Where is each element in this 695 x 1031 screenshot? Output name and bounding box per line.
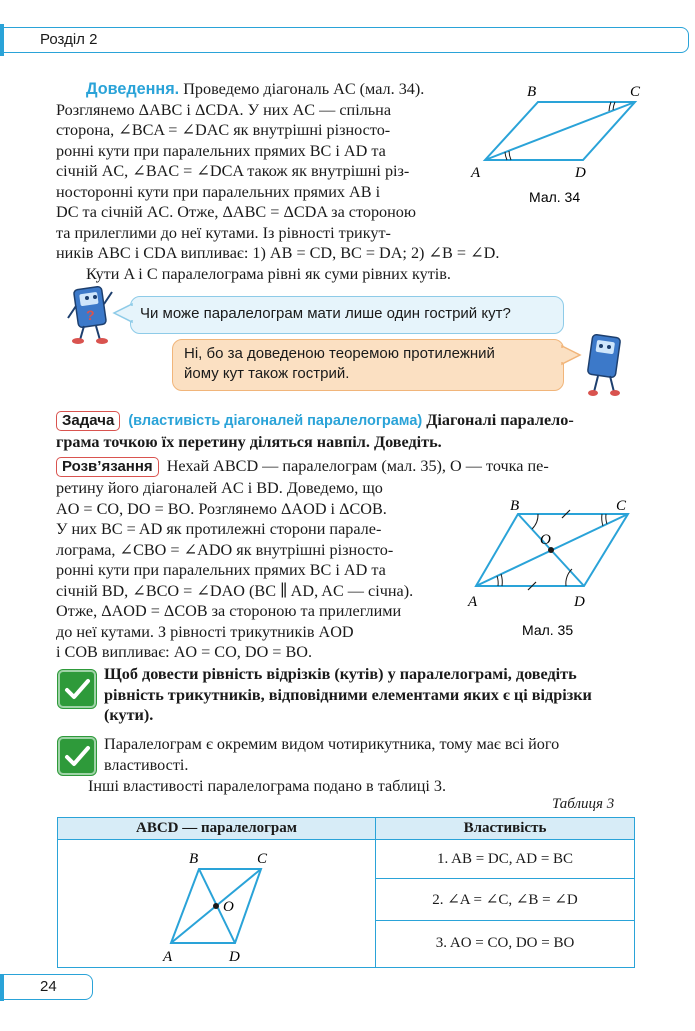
task-subtitle: (властивість діагоналей паралелограма) — [128, 413, 423, 429]
table-label-a: A — [163, 949, 173, 965]
caption-34: Мал. 34 — [529, 189, 581, 205]
diagonal-ac-34 — [485, 102, 635, 160]
table-header-1: ABCD — паралелограм — [58, 818, 376, 840]
proof-label: Доведення. — [86, 80, 180, 98]
section-title: Розділ 2 — [40, 31, 98, 48]
table-figure — [59, 841, 374, 966]
robot-answer-icon — [580, 332, 628, 398]
table-label-c: C — [257, 851, 268, 867]
table-caption: Таблиця 3 — [552, 796, 615, 812]
note-2: Паралелограм є окремим видом чотирикутника, тому має всі його властивості. — [104, 735, 560, 774]
label-d-35: D — [574, 594, 585, 610]
table-row-1: 1. AB = DC, AD = BC — [376, 840, 635, 879]
footer-bar — [0, 974, 100, 1000]
table-row-3: 3. AO = CO, DO = BO — [376, 920, 635, 968]
dialog-question-text: Чи може паралелограм мати лише один гострий кут? — [140, 305, 511, 322]
label-d-34: D — [575, 165, 586, 181]
label-c-34: C — [630, 84, 641, 100]
checkmark-icon — [58, 670, 96, 708]
table-label-o: O — [223, 899, 234, 915]
figure-35 — [462, 496, 642, 646]
label-o-35: O — [540, 532, 551, 548]
label-c-35: C — [616, 498, 627, 514]
bubble-tail-right — [560, 344, 582, 366]
note-2-table-ref: Інші властивості паралелограма подано в таблиці 3. — [88, 777, 447, 795]
dialog-answer-text: Ні, бо за доведеною теоремою протилежний йому кут також гострий. — [184, 345, 495, 382]
table-label-b: B — [189, 851, 199, 867]
solution-paragraph: ретину його діагоналей AC і BD. Доведемо, що AO = CO, DO = BO. Розглянемо ΔAOD і ΔCOB. У них BC = AD як протилежні сторони парале- лограма, ∠CBO = ∠ADO як внутрішні різносто- ронні кути при паралельних прямих BC і AD та січній BD, ∠BCO = ∠DAO (BC ∥ AD, AC — січна). Отже, ΔAOD = ΔCOB за стороною та прилеглими до неї кутами. З рівності трикутників AOD і COB випливає: AO = CO, DO = BO. — [56, 479, 414, 661]
caption-35: Мал. 35 — [522, 622, 574, 638]
proof-paragraph: Доведення. Проведемо діагональ AC (мал. 34). Розглянемо ΔABC і ΔCDA. У них AC — спільна сторона, ∠BCA = ∠DAC як внутрішні різносто- ронні кути при паралельних прямих BC і AD та січній AC, ∠BAC = ∠DCA також як внутрішні різ- носторонні кути при паралельних прямих AB і DC та січній AC. Отже, ΔABC = ΔCDA за стороною та прилеглими до неї кутами. Із рівності трикут- — [56, 80, 425, 242]
label-a-34: A — [471, 165, 481, 181]
task-block: Задача (властивість діагоналей паралелограма) Діагоналі паралело- грама точкою їх перетину діляться навпіл. Доведіть. — [56, 411, 574, 451]
figure-34 — [465, 82, 650, 212]
checkmark-icon — [58, 737, 96, 775]
table-label-d: D — [229, 949, 240, 965]
header-bar — [0, 24, 695, 56]
task-label: Задача — [56, 411, 120, 431]
table-row-2: 2. ∠A = ∠C, ∠B = ∠D — [376, 879, 635, 920]
svg-text:?: ? — [86, 307, 95, 323]
note-1: Щоб довести рівність відрізків (кутів) у паралелограмі, доведіть рівність трикутників, відповідними елементами яких є ці відрізки (кути). — [104, 665, 592, 724]
proof-conclusion: Кути A і C паралелограма рівні як суми рівних кутів. — [86, 265, 451, 283]
proof-line-9: ників ABC і CDA випливає: 1) AB = CD, BC = DA; 2) ∠B = ∠D. — [56, 244, 500, 262]
label-a-35: A — [468, 594, 478, 610]
label-b-34: B — [527, 84, 537, 100]
bubble-tail-left — [112, 302, 134, 324]
solution-first-line: Розв’язання Нехай ABCD — паралелограм (мал. 35), O — точка пе- — [56, 456, 636, 477]
solution-label: Розв’язання — [56, 457, 159, 477]
properties-table — [57, 817, 635, 968]
table-figure-cell — [58, 840, 376, 968]
label-b-35: B — [510, 498, 520, 514]
table-header-2: Властивість — [376, 818, 635, 840]
page-number: 24 — [40, 978, 57, 995]
